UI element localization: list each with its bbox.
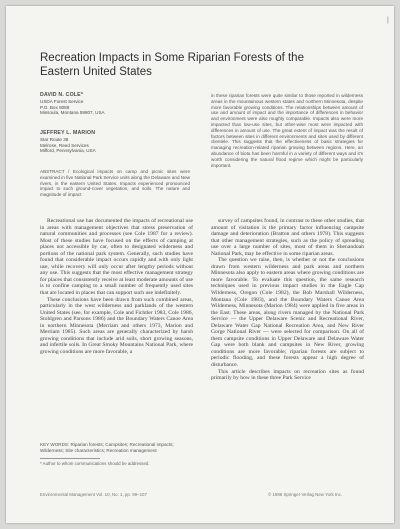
- body-paragraph: These conclusions have been drawn from such combined areas, particularly in the west wilderness and parklands of the western United States (see, for example, Cole and Fichtler 1983, Cole 1986, Stohlgren and Parsons 1986) and the Boundary Waters Canoe Area in northern Minnesota (Merriam and others 1973, Marion and Merriam 1985). Such areas are generally characterized by harsh growing conditions that include arid soils, short growing seasons, and infertile soils. In Great Smoky Mountains National Park, where growing conditions are more favorable, a: [40, 296, 193, 355]
- footer-citation: Environmental Management Vol. 10, No. 1, pp. 99–107: [40, 492, 147, 497]
- author-name: DAVID N. COLE*: [40, 92, 84, 98]
- margin-mark: |: [387, 17, 389, 24]
- body-paragraph: The question we raise, then, is whether or not the conclusions drawn from western wilderness and park areas and northern Minnesota also apply to eastern areas where growing conditions are more favorable. To evaluate this question, the same research techniques used in previous impact studies in the Eagle Cap Wilderness, Oregon (Cole 1982), the Bob Marshall Wilderness, Montana (Cole 1983), and the Boundary Waters Canoe Area Wilderness, Minnesota (Marion 1984) were applied in five areas in the East. These areas, along rivers managed by the National Park Service — the Upper Delaware Scenic and Recreational River, Delaware Water Gap National Recreation Area, and New River Gorge National River — were selected for comparison. On all of them campsite conditions in Upper Delaware and Delaware Water Gap were both blank and campsites in New River, growing conditions are more favorable; riparian forests are subject to periodic flooding, and these forests appear a high degree of disturbance.: [211, 257, 364, 369]
- body-paragraph: Recreational use has documented the impacts of recreational use in areas with management objectives that stress preservation of natural communities and processes (see Cole 1987 for a review). Most of these studies have focused on the effects of camping at places not accessible by car, often to designated wilderness and portions of the national park system. Generally, such studies have found that considerable impact occurs rapidly and with only light use, while recovery will only occur after lengthy periods without any use. This suggests that the most effective management strategy for places that consistently receive at least moderate amounts of use is to confine camping to a small number of frequently used sites that are located in places that can support such use indefinitely.: [40, 218, 193, 297]
- author-affiliation-line: Milford, Pennsylvania, USA: [40, 148, 96, 154]
- author-affiliation-line: Melrose, Reed Services: [40, 142, 89, 148]
- author-affiliation-line: Star Route 38: [40, 136, 69, 142]
- body-paragraph: survey of campsites found, in contrast to these other studies, that amount of visitation is the primary factor influencing campsite damage and deterioration (Bratton and others 1978). This suggests that other management strategies, such as the policy of spreading use over a large number of sites, most of them in Shenandoah National Park, may be effective in some riparian areas.: [211, 218, 364, 257]
- article-title: Recreation Impacts in Some Riparian Forests of the Eastern United States: [40, 52, 304, 78]
- author-affiliation-line: P.O. Box 8089: [40, 104, 70, 110]
- author-block-1: [40, 93, 188, 116]
- author-name: JEFFREY L. MARION: [40, 130, 96, 136]
- footnote-rule: [40, 458, 100, 459]
- footer-copyright: © 1986 Springer-Verlag New York Inc.: [268, 492, 343, 497]
- author-affiliation-line: Missoula, Montana 59807, USA: [40, 110, 105, 116]
- author-affiliation-line: USDA Forest Service: [40, 98, 84, 104]
- keywords: KEY WORDS: Riparian forests; Campsites; Recreational impacts; Wilderness; Site characteristics; Recreation management: [40, 442, 174, 453]
- journal-page: [6, 6, 394, 523]
- author-block-2: [40, 131, 188, 154]
- body-column-left: [40, 218, 193, 433]
- abstract-continued: in these riparian forests were quite similar to those reported in wilderness areas in the mountainous western states and northern Minnesota, despite more favorable growing conditions. The relationships between amount of use and amount of impact and the importance of differences in behavior and environment were also roughly comparable. Impacts also were more impacted than low-use sites, but other-wise most were impacted with differences in amount of use. The great extent of impact was the result of factors between sites in different environments and sites used by different clientele. This suggests that the effectiveness of basic strategies for managing recreation-related riparian growing between regions. Here, an abundance of biota has been harmful in a variety of different ways and it's worth considering the natural flood regime which might be particularly important.: [211, 93, 363, 168]
- footnote: * Author to whom communications should be addressed.: [40, 461, 150, 466]
- body-column-right: [211, 218, 364, 486]
- abstract-start: ABSTRACT / Ecological impacts on camp and picnic sites were examined in five National Park Service units along the Delaware and New rivers, in the eastern United States. Impacts experienced pronounced impact to such ground-cover vegetation, and soils. The nature and magnitude of impact: [40, 169, 190, 198]
- body-paragraph: This article describes impacts on recreation sites as found primarily by how in these three Park Service: [211, 368, 364, 382]
